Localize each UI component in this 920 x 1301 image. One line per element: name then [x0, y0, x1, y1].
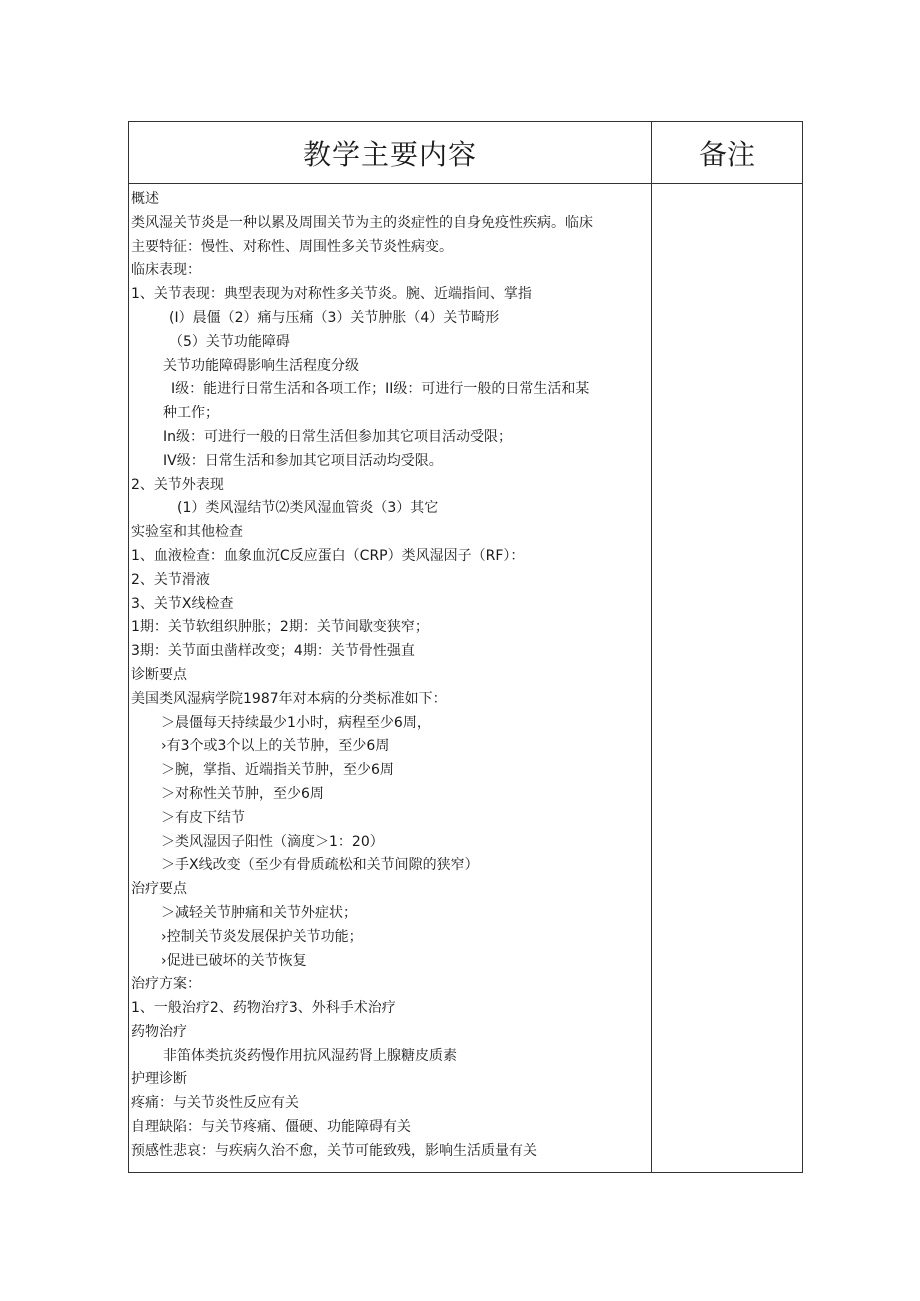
main-content-cell [131, 188, 649, 1164]
list-item: ＞减轻关节肿痛和关节外症状； [161, 904, 357, 921]
header-remarks: 备注 [698, 138, 755, 171]
header-main-content: 教学主要内容 [302, 138, 477, 171]
text-line: In级：可进行一般的日常生活但参加其它项目活动受限； [163, 428, 513, 445]
section-heading: 治疗方案： [131, 976, 201, 993]
list-item: ›有3个或3个以上的关节肿，至少6周 [161, 738, 390, 755]
text-line: 主要特征：慢性、对称性、周围性多关节炎性病变。 [131, 238, 453, 255]
text-line: 3期：关节面虫凿样改变；4期：关节骨性强直 [131, 643, 415, 660]
list-item: ＞对称性关节肿，至少6周 [161, 785, 324, 802]
text-line: 1、一般治疗2、药物治疗3、外科手术治疗 [131, 1000, 396, 1017]
text-line: 2、关节滑液 [131, 571, 210, 588]
text-line: 3、关节X线检查 [131, 595, 234, 612]
section-heading: 临床表现： [131, 262, 201, 279]
text-line: 2、关节外表现 [131, 476, 224, 493]
text-line: 1、血液检查：血象血沉C反应蛋白（CRP）类风湿因子（RF）： [131, 547, 525, 564]
section-heading: 实验室和其他检查 [131, 524, 243, 541]
text-line: 类风湿关节炎是一种以累及周围关节为主的炎症性的自身免疫性疾病。临床 [131, 214, 593, 231]
section-heading: 概述 [131, 191, 159, 207]
section-heading: 药物治疗 [131, 1023, 187, 1040]
text-line: I级：能进行日常生活和各项工作；II级：可进行一般的日常生活和某 [171, 381, 590, 398]
text-line: IV级：日常生活和参加其它项目活动均受限。 [163, 452, 443, 469]
text-line: 自理缺陷：与关节疼痛、僵硬、功能障碍有关 [131, 1119, 411, 1136]
text-line: 关节功能障碍影响生活程度分级 [163, 357, 359, 374]
list-item: ›控制关节炎发展保护关节功能； [161, 928, 363, 945]
text-line: 美国类风湿病学院1987年对本病的分类标准如下： [131, 690, 447, 707]
text-line: 预感性悲哀：与疾病久治不愈，关节可能致残，影响生活质量有关 [131, 1142, 537, 1159]
list-item: ＞手X线改变（至少有骨质疏松和关节间隙的狭窄） [161, 857, 479, 874]
section-heading: 护理诊断 [131, 1071, 187, 1088]
text-line: (1）类风湿结节⑵类风湿血管炎（3）其它 [177, 500, 439, 517]
text-line: 非笛体类抗炎药慢作用抗风湿药肾上腺糖皮质素 [163, 1047, 457, 1064]
text-line: 疼痛：与关节炎性反应有关 [131, 1095, 299, 1112]
section-heading: 诊断要点 [131, 666, 187, 683]
text-line: 1期：关节软组织肿胀；2期：关节间歇变狭窄； [131, 619, 429, 636]
table-header-row [129, 122, 802, 184]
text-line: 1、关节表现：典型表现为对称性多关节炎。腕、近端指间、掌指 [131, 286, 532, 303]
list-item: ›促进已破坏的关节恢复 [161, 952, 307, 969]
text-line: (I）晨僵（2）痛与压痛（3）关节肿胀（4）关节畸形 [169, 309, 500, 326]
content-table [128, 121, 803, 1173]
list-item: ＞类风湿因子阳性（滴度＞1：20） [161, 833, 384, 850]
list-item: ＞腕，掌指、近端指关节肿，至少6周 [161, 762, 394, 779]
list-item: ＞有皮下结节 [161, 809, 245, 826]
column-divider [651, 122, 652, 1172]
text-line: （5）关节功能障碍 [169, 333, 290, 350]
text-line: 种工作； [163, 405, 219, 422]
list-item: ＞晨僵每天持续最少1小时，病程至少6周， [161, 714, 431, 731]
section-heading: 治疗要点 [131, 881, 187, 898]
